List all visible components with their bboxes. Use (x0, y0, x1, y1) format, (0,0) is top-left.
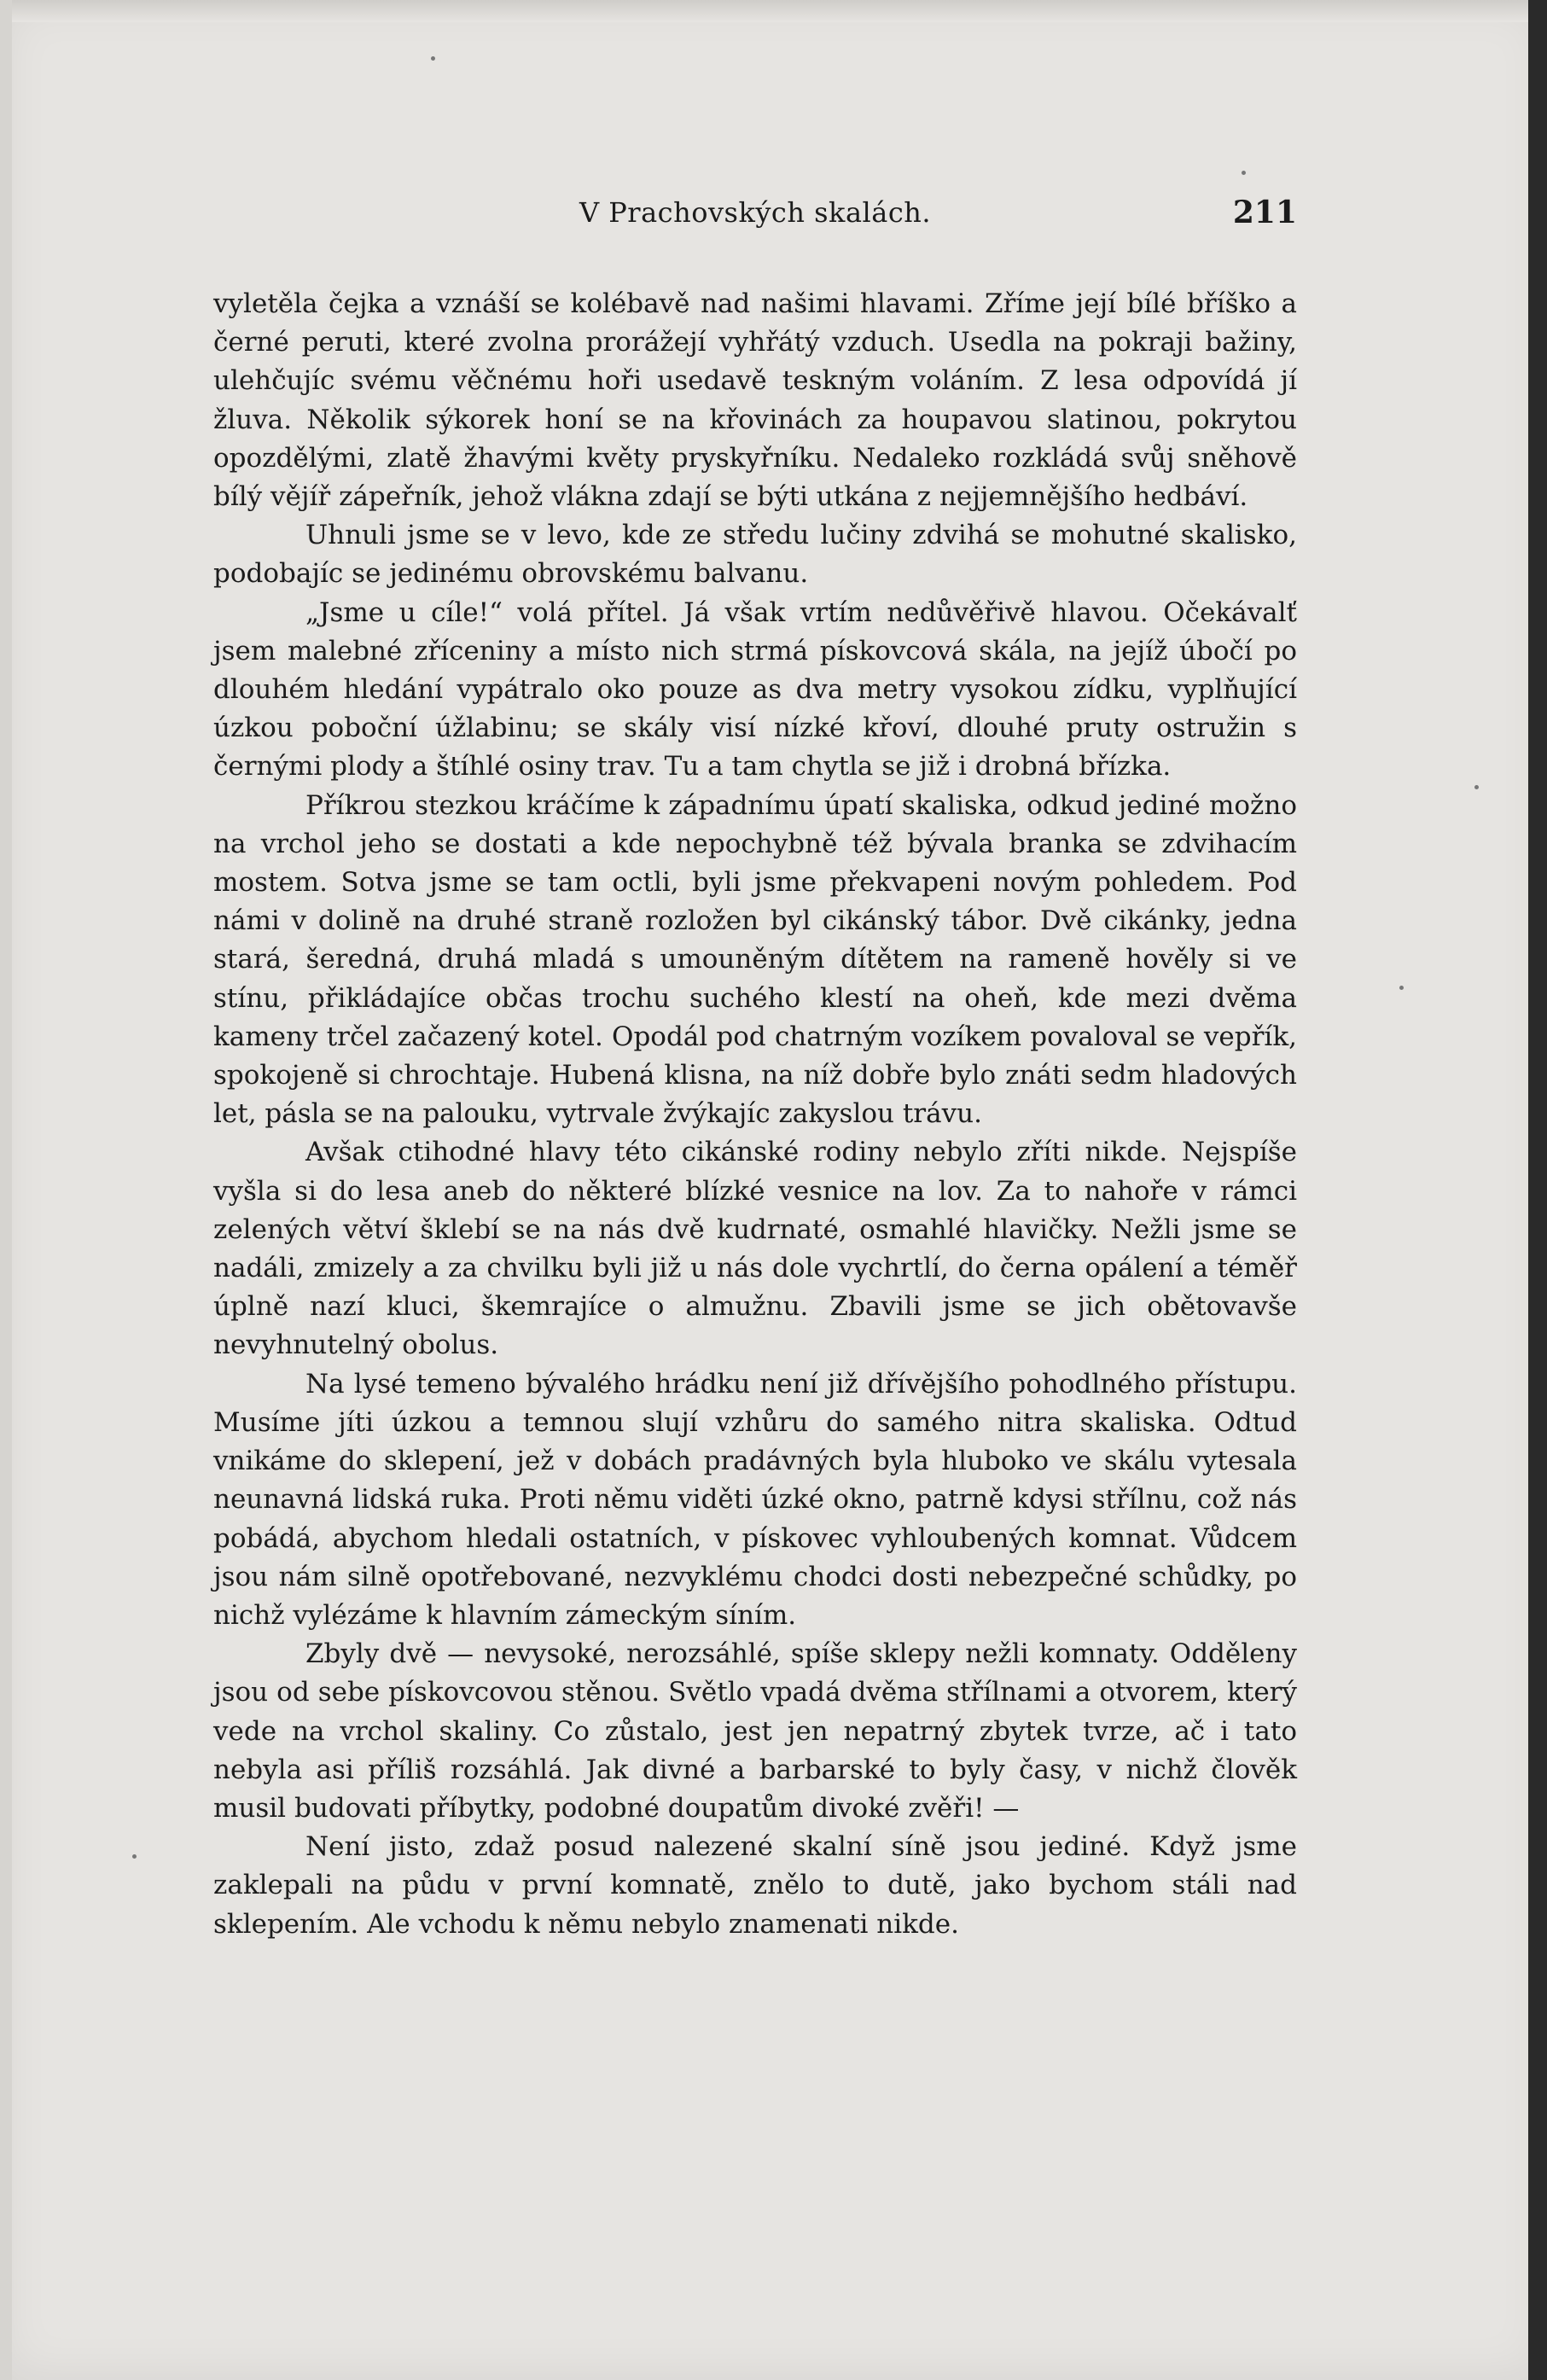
paragraph: „Jsme u cíle!“ volá přítel. Já však vrtím nedůvěřivě hlavou. Očekávalť jsem malebné zříceniny a místo nich strmá pískovcová skála, na jejíž úbočí po dlouhém hledání vypátralo oko pouze as dva metry vysokou zídku, vyplňující úzkou poboční úžlabinu; se skály visí nízké křoví, dlouhé pruty ostružin s černými plody a štíhlé osiny trav. Tu a tam chytla se již i drobná břízka. (213, 596, 1297, 783)
paragraph: vyletěla čejka a vznáší se kolébavě nad našimi hlavami. Zříme její bílé bříško a černé peruti, které zvolna prorážejí vyhřátý vzduch. Usedla na pokraji bažiny, ulehčujíc svému věčnému hoři usedavě teskným voláním. Z lesa odpovídá jí žluva. Několik sýkorek honí se na křovinách za houpavou slatinou, pokrytou opozdělými, zlatě žhavými květy pryskyřníku. Nedaleko rozkládá svůj sněhově bílý vějíř zápeřník, jehož vlákna zdají se býti utkána z nejjemnějšího hedbáví. (213, 288, 1297, 513)
running-head: V Prachovských skalách. (579, 196, 932, 229)
paragraph: Na lysé temeno bývalého hrádku není již dřívějšího pohodlného přístupu. Musíme jíti úzkou a temnou slují vzhůru do samého nitra skaliska. Odtud vnikáme do sklepení, jež v dobách pradávných byla hluboko ve skálu vytesala neunavná lidská ruka. Proti němu viděti úzké okno, patrně kdysi střílnu, což nás pobádá, abychom hledali ostatních, v pískovec vyhloubených komnat. Vůdcem jsou nám silně opotřebované, nezvyklému chodci dosti nebezpečné schůdky, po nichž vylézáme k hlavním zámeckým síním. (213, 1368, 1297, 1631)
scan-speck (1399, 986, 1404, 990)
scan-top-edge (0, 0, 1547, 22)
page-header (213, 186, 1297, 246)
book-page (213, 186, 1297, 1944)
scan-right-edge (1528, 0, 1547, 2380)
scan-speck (1242, 171, 1246, 175)
paragraph: Uhnuli jsme se v levo, kde ze středu lučiny zdvihá se mohutné skalisko, podobajíc se jedinému obrovskému balvanu. (213, 520, 1297, 590)
paragraph: Příkrou stezkou kráčíme k západnímu úpatí skaliska, odkud jediné možno na vrchol jeho se dostati a kde nepochybně též bývala branka se zdvihacím mostem. Sotva jsme se tam octli, byli jsme překvapeni novým pohledem. Pod námi v dolině na druhé straně rozložen byl cikánský tábor. Dvě cikánky, jedna stará, šeredná, druhá mladá s umouněným dítětem na rameně hověly si ve stínu, přikládajíce občas trochu suchého klestí na oheň, kde mezi dvěma kameny trčel začazený kotel. Opodál pod chatrným vozíkem povaloval se vepřík, spokojeně si chrochtaje. Hubená klisna, na níž dobře bylo znáti sedm hladových let, pásla se na palouku, vytrvale žvýkajíc zakyslou trávu. (213, 789, 1297, 1130)
page-number: 211 (1232, 195, 1297, 230)
scan-speck (431, 56, 435, 61)
scan-left-edge (0, 0, 12, 2380)
paragraph: Zbyly dvě — nevysoké, nerozsáhlé, spíše sklepy nežli komnaty. Odděleny jsou od sebe pískovcovou stěnou. Světlo vpadá dvěma střílnami a otvorem, který vede na vrchol skaliny. Co zůstalo, jest jen nepatrný zbytek tvrze, ač i tato nebyla asi příliš rozsáhlá. Jak divné a barbarské to byly časy, v nichž člověk musil budovati příbytky, podobné doupatům divoké zvěři! — (213, 1638, 1297, 1824)
paragraph: Není jisto, zdaž posud nalezené skalní síně jsou jediné. Když jsme zaklepali na půdu v první komnatě, znělo to dutě, jako bychom stáli nad sklepením. Ale vchodu k němu nebylo znamenati nikde. (213, 1831, 1297, 1940)
scan-speck (1474, 785, 1479, 789)
scan-speck (132, 1854, 137, 1859)
page-body (213, 285, 1297, 1944)
paragraph: Avšak ctihodné hlavy této cikánské rodiny nebylo zříti nikde. Nejspíše vyšla si do lesa aneb do některé blízké vesnice na lov. Za to nahoře v rámci zelených větví šklebí se na nás dvě kudrnaté, osmahlé hlavičky. Nežli jsme se nadáli, zmizely a za chvilku byli již u nás dole vychrtlí, do černa opálení a téměř úplně nazí kluci, škemrajíce o almužnu. Zbavili jsme se jich obětovavše nevyhnutelný obolus. (213, 1137, 1297, 1361)
